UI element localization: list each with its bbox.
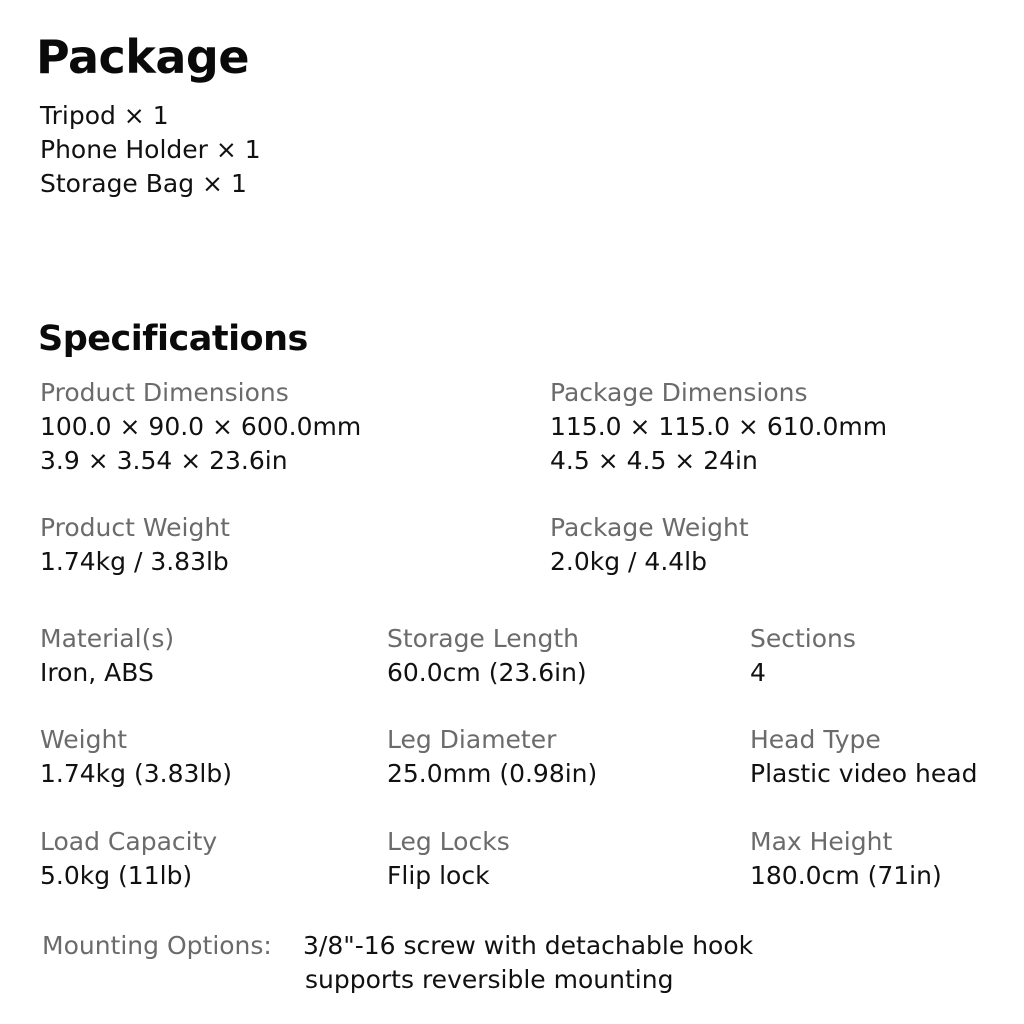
spec-package-dimensions <box>550 376 887 478</box>
spec-value: 4 <box>750 658 766 687</box>
spec-value: 180.0cm (71in) <box>750 861 942 890</box>
spec-label: Max Height <box>750 827 893 856</box>
spec-weight <box>40 723 232 791</box>
spec-value: Iron, ABS <box>40 658 154 687</box>
spec-mounting-values <box>303 929 753 997</box>
spec-label: Load Capacity <box>40 827 218 856</box>
spec-label: Product Weight <box>40 513 230 542</box>
spec-value: 2.0kg / 4.4lb <box>550 547 707 576</box>
spec-value: 115.0 × 115.0 × 610.0mm <box>550 412 888 441</box>
spec-value: 60.0cm (23.6in) <box>387 658 587 687</box>
spec-label: Package Weight <box>550 513 749 542</box>
spec-mounting-label: Mounting Options: <box>42 931 272 960</box>
spec-label: Leg Locks <box>387 827 510 856</box>
spec-value: 1.74kg / 3.83lb <box>40 547 229 576</box>
spec-max-height <box>750 825 942 893</box>
package-item: Storage Bag × 1 <box>40 169 247 198</box>
spec-materials <box>40 622 174 690</box>
spec-value: supports reversible mounting <box>305 965 674 994</box>
spec-head-type <box>750 723 977 791</box>
spec-leg-diameter <box>387 723 597 791</box>
spec-load-capacity <box>40 825 217 893</box>
spec-value: 100.0 × 90.0 × 600.0mm <box>40 412 362 441</box>
spec-value: 4.5 × 4.5 × 24in <box>550 446 758 475</box>
spec-sections <box>750 622 856 690</box>
spec-label: Storage Length <box>387 624 579 653</box>
package-item: Tripod × 1 <box>40 101 169 130</box>
spec-label: Material(s) <box>40 624 175 653</box>
spec-label: Package Dimensions <box>550 378 808 407</box>
spec-label: Sections <box>750 624 856 653</box>
spec-value: 3/8"-16 screw with detachable hook <box>303 931 754 960</box>
package-heading: Package <box>36 30 250 84</box>
specifications-heading: Specifications <box>38 319 308 359</box>
spec-product-dimensions <box>40 376 361 478</box>
spec-leg-locks <box>387 825 510 893</box>
package-list <box>40 99 261 201</box>
spec-storage-length <box>387 622 587 690</box>
spec-label: Head Type <box>750 725 881 754</box>
spec-label: Product Dimensions <box>40 378 289 407</box>
spec-value: Plastic video head <box>750 759 978 788</box>
spec-product-weight <box>40 511 230 579</box>
spec-value: 5.0kg (11lb) <box>40 861 193 890</box>
spec-value: Flip lock <box>387 861 490 890</box>
spec-value: 25.0mm (0.98in) <box>387 759 598 788</box>
spec-label: Weight <box>40 725 128 754</box>
spec-value: 3.9 × 3.54 × 23.6in <box>40 446 288 475</box>
spec-package-weight <box>550 511 749 579</box>
spec-label: Leg Diameter <box>387 725 557 754</box>
spec-value: 1.74kg (3.83lb) <box>40 759 232 788</box>
package-item: Phone Holder × 1 <box>40 135 261 164</box>
